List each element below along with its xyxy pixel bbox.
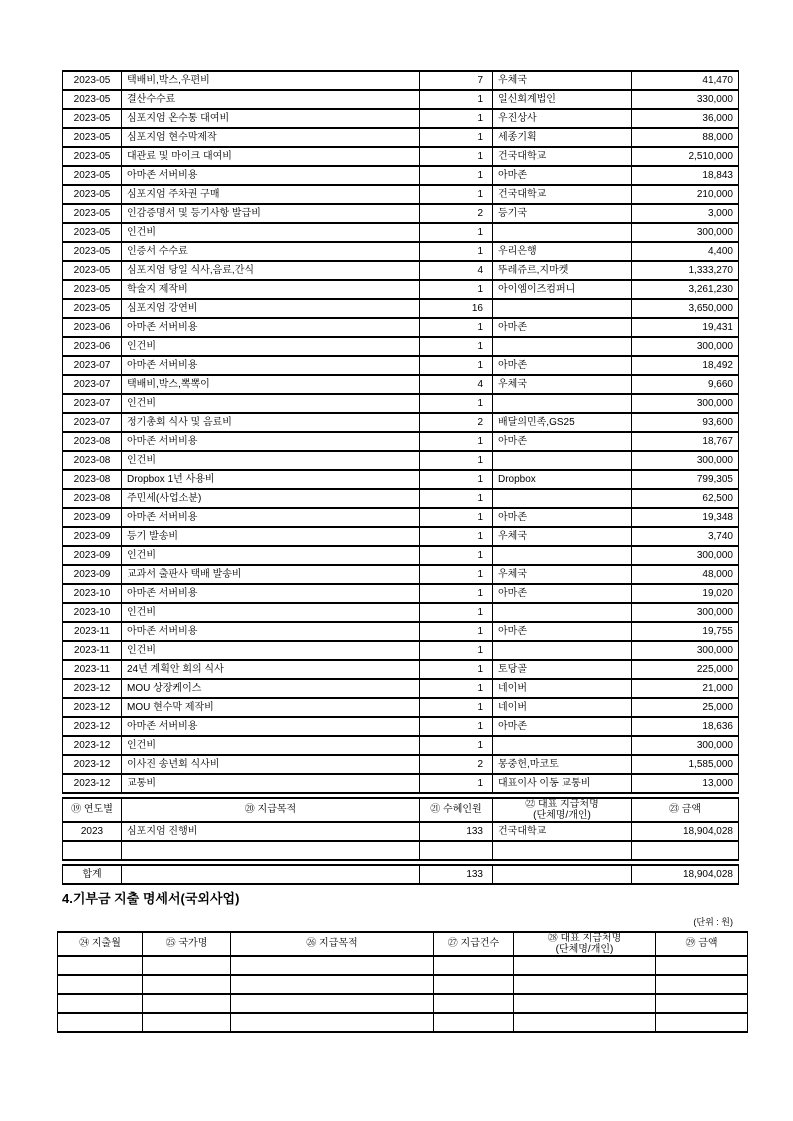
cell-country [143,975,231,994]
total-row [63,865,739,884]
cell-amount: 18,636 [632,717,739,736]
total-label: 합계 [63,865,122,884]
cell-purpose: 인건비 [122,641,420,660]
cell-count: 7 [420,71,493,90]
cell-count: 1 [420,280,493,299]
cell-month: 2023-05 [63,280,122,299]
expense-row [63,432,739,451]
cell-month: 2023-11 [63,641,122,660]
cell-amount: 9,660 [632,375,739,394]
cell-count: 1 [420,470,493,489]
cell-amount [656,994,748,1013]
cell-month: 2023-05 [63,185,122,204]
cell-payee: 네이버 [493,679,632,698]
cell-amount: 41,470 [632,71,739,90]
cell-amount: 330,000 [632,90,739,109]
cell-month: 2023-05 [63,223,122,242]
cell-amount: 18,843 [632,166,739,185]
cell-count: 1 [420,489,493,508]
expense-row [63,261,739,280]
cell-purpose: 심포지엄 당일 식사,음료,간식 [122,261,420,280]
cell-month: 2023-08 [63,470,122,489]
overseas-empty-row [58,956,748,975]
cell-purpose [231,994,434,1013]
cell-count [434,956,514,975]
total-table [62,864,739,885]
cell-count: 2 [420,204,493,223]
cell-amount: 18,767 [632,432,739,451]
cell-payee: 건국대학교 [493,185,632,204]
cell-count [434,1013,514,1032]
header-payee [514,932,656,956]
cell-beneficiaries [420,841,493,860]
donation-expense-table [62,70,739,794]
cell-amount: 210,000 [632,185,739,204]
cell-amount: 62,500 [632,489,739,508]
cell-count: 1 [420,394,493,413]
cell-payee: 아마존 [493,356,632,375]
cell-amount: 225,000 [632,660,739,679]
expense-row [63,527,739,546]
header-payee-line1: ㉘ 대표 지급처명 [547,933,622,944]
cell-payee: 아마존 [493,622,632,641]
cell-payee: 우리은행 [493,242,632,261]
total-purpose [122,865,420,884]
summary-row [63,822,739,841]
expense-row [63,622,739,641]
cell-amount [656,956,748,975]
cell-payee: 일신회계법인 [493,90,632,109]
header-payee-line2: (단체명/개인) [555,944,614,955]
cell-month: 2023-05 [63,109,122,128]
cell-month: 2023-12 [63,698,122,717]
cell-count: 1 [420,185,493,204]
section4-title: 4.기부금 지출 명세서(국외사업) [62,891,240,906]
header-payee-line2: (단체명/개인) [533,810,591,821]
cell-purpose: 아마존 서버비용 [122,432,420,451]
cell-payee: 아마존 [493,432,632,451]
cell-amount: 300,000 [632,546,739,565]
cell-purpose [122,841,420,860]
cell-count: 1 [420,356,493,375]
cell-amount: 300,000 [632,603,739,622]
cell-purpose: 택배비,박스,뽁뽁이 [122,375,420,394]
cell-month: 2023-05 [63,299,122,318]
cell-count: 1 [420,527,493,546]
cell-month: 2023-11 [63,622,122,641]
cell-count: 1 [420,432,493,451]
cell-payee: 아마존 [493,584,632,603]
expense-row [63,109,739,128]
cell-amount: 13,000 [632,774,739,793]
cell-payee: 우체국 [493,71,632,90]
cell-count: 1 [420,546,493,565]
cell-month: 2023-09 [63,527,122,546]
cell-payee: 토당골 [493,660,632,679]
expense-row [63,470,739,489]
expense-row [63,223,739,242]
header-payee-line1: ㉒ 대표 지급처명 [525,799,599,810]
cell-month [58,975,143,994]
expense-row [63,280,739,299]
cell-payee: 아마존 [493,318,632,337]
cell-month: 2023-10 [63,603,122,622]
cell-payee [493,223,632,242]
cell-purpose [231,975,434,994]
cell-payee [493,394,632,413]
cell-payee [514,975,656,994]
cell-count: 1 [420,698,493,717]
cell-purpose: 심포지엄 진행비 [122,822,420,841]
cell-amount: 18,904,028 [632,822,739,841]
cell-payee [493,546,632,565]
cell-amount: 1,333,270 [632,261,739,280]
cell-count [434,975,514,994]
cell-payee: 세종기획 [493,128,632,147]
expense-row [63,736,739,755]
cell-purpose: 등기 발송비 [122,527,420,546]
cell-purpose [231,956,434,975]
yearly-summary-table [62,797,739,861]
cell-purpose: 24년 계획안 회의 식사 [122,660,420,679]
total-payee [493,865,632,884]
cell-amount [632,841,739,860]
cell-purpose: 인건비 [122,394,420,413]
cell-amount: 36,000 [632,109,739,128]
cell-amount: 1,585,000 [632,755,739,774]
cell-amount: 18,492 [632,356,739,375]
cell-purpose: 인건비 [122,736,420,755]
cell-month: 2023-08 [63,489,122,508]
expense-row [63,242,739,261]
cell-count: 1 [420,774,493,793]
cell-purpose: 아마존 서버비용 [122,508,420,527]
header-payment-count: ㉗ 지급건수 [434,932,514,956]
cell-purpose: 인건비 [122,546,420,565]
overseas-empty-row [58,1013,748,1032]
cell-purpose [231,1013,434,1032]
cell-purpose: 결산수수료 [122,90,420,109]
cell-month: 2023-05 [63,242,122,261]
cell-payee: 아이엠이즈컴퍼니 [493,280,632,299]
cell-payee: 뚜레쥬르,지마켓 [493,261,632,280]
cell-amount: 19,755 [632,622,739,641]
expense-row [63,717,739,736]
cell-payee [493,337,632,356]
expense-row [63,584,739,603]
expense-row [63,679,739,698]
cell-payee: 건국대학교 [493,822,632,841]
cell-payee: 배달의민족,GS25 [493,413,632,432]
cell-amount: 19,020 [632,584,739,603]
cell-count: 1 [420,584,493,603]
cell-count [434,994,514,1013]
cell-amount: 300,000 [632,736,739,755]
cell-month: 2023-05 [63,204,122,223]
expense-row [63,337,739,356]
cell-purpose: 아마존 서버비용 [122,318,420,337]
cell-payee [493,489,632,508]
cell-month: 2023-12 [63,774,122,793]
cell-year [63,841,122,860]
cell-payee [514,956,656,975]
cell-month: 2023-05 [63,128,122,147]
cell-payee: 우체국 [493,375,632,394]
cell-payee: 우진상사 [493,109,632,128]
cell-purpose: 이사진 송년회 식사비 [122,755,420,774]
cell-amount [656,975,748,994]
cell-amount: 4,400 [632,242,739,261]
cell-payee [493,841,632,860]
cell-amount: 300,000 [632,337,739,356]
expense-row [63,565,739,584]
cell-amount: 799,305 [632,470,739,489]
cell-amount: 3,650,000 [632,299,739,318]
cell-month: 2023-12 [63,679,122,698]
cell-month: 2023-05 [63,147,122,166]
cell-count: 1 [420,717,493,736]
cell-count: 1 [420,90,493,109]
cell-payee: 아마존 [493,508,632,527]
cell-count: 1 [420,679,493,698]
expense-row [63,356,739,375]
cell-count: 1 [420,451,493,470]
cell-payee: 아마존 [493,717,632,736]
cell-month: 2023-11 [63,660,122,679]
cell-count: 1 [420,603,493,622]
cell-purpose: Dropbox 1년 사용비 [122,470,420,489]
cell-month: 2023-05 [63,71,122,90]
expense-row [63,299,739,318]
cell-month: 2023-09 [63,508,122,527]
cell-month: 2023-08 [63,432,122,451]
cell-year: 2023 [63,822,122,841]
expense-row [63,128,739,147]
cell-amount [656,1013,748,1032]
cell-month: 2023-12 [63,717,122,736]
cell-count: 1 [420,641,493,660]
cell-count: 1 [420,565,493,584]
cell-payee [514,994,656,1013]
cell-month: 2023-05 [63,261,122,280]
cell-payee [493,451,632,470]
header-amount: ㉙ 금액 [656,932,748,956]
cell-country [143,1013,231,1032]
cell-month: 2023-06 [63,337,122,356]
cell-amount: 300,000 [632,223,739,242]
cell-count: 4 [420,375,493,394]
cell-count: 1 [420,318,493,337]
cell-purpose: 인감증명서 및 등기사항 발급비 [122,204,420,223]
cell-amount: 2,510,000 [632,147,739,166]
cell-count: 1 [420,128,493,147]
overseas-expense-table [57,931,748,1033]
cell-payee [514,1013,656,1032]
expense-row [63,603,739,622]
cell-payee: Dropbox [493,470,632,489]
cell-purpose: 심포지엄 온수통 대여비 [122,109,420,128]
cell-month: 2023-07 [63,356,122,375]
cell-month: 2023-10 [63,584,122,603]
expense-row [63,698,739,717]
cell-month: 2023-12 [63,736,122,755]
header-purpose: ⑳ 지급목적 [122,798,420,822]
overseas-empty-row [58,975,748,994]
cell-count: 1 [420,223,493,242]
cell-payee: 대표이사 이동 교통비 [493,774,632,793]
cell-purpose: 교통비 [122,774,420,793]
cell-count: 1 [420,147,493,166]
cell-purpose: 인건비 [122,451,420,470]
expense-row [63,660,739,679]
cell-payee: 우체국 [493,565,632,584]
cell-amount: 19,431 [632,318,739,337]
cell-payee [493,736,632,755]
header-payee [493,798,632,822]
cell-purpose: 아마존 서버비용 [122,717,420,736]
cell-month [58,956,143,975]
cell-month: 2023-05 [63,166,122,185]
total-amount: 18,904,028 [632,865,739,884]
cell-payee [493,603,632,622]
header-expense-month: ㉔ 지출월 [58,932,143,956]
cell-month: 2023-07 [63,413,122,432]
expense-row [63,451,739,470]
cell-month: 2023-08 [63,451,122,470]
cell-payee: 몽중헌,마코토 [493,755,632,774]
cell-month: 2023-09 [63,565,122,584]
cell-payee: 건국대학교 [493,147,632,166]
total-count: 133 [420,865,493,884]
expense-row [63,508,739,527]
expense-row [63,489,739,508]
cell-month: 2023-07 [63,375,122,394]
expense-row [63,546,739,565]
cell-payee [493,641,632,660]
cell-count: 4 [420,261,493,280]
cell-purpose: 주민세(사업소분) [122,489,420,508]
expense-row [63,71,739,90]
expense-row [63,204,739,223]
cell-purpose: 아마존 서버비용 [122,584,420,603]
cell-purpose: 아마존 서버비용 [122,166,420,185]
cell-count: 2 [420,413,493,432]
cell-purpose: 정기총회 식사 및 음료비 [122,413,420,432]
cell-month: 2023-06 [63,318,122,337]
cell-count: 1 [420,166,493,185]
cell-purpose: 인건비 [122,603,420,622]
expense-row [63,774,739,793]
cell-count: 1 [420,109,493,128]
page-content [62,70,738,1033]
cell-payee: 우체국 [493,527,632,546]
cell-purpose: 인건비 [122,337,420,356]
cell-count: 1 [420,736,493,755]
cell-amount: 3,740 [632,527,739,546]
cell-purpose: 아마존 서버비용 [122,622,420,641]
cell-count: 1 [420,337,493,356]
cell-month [58,994,143,1013]
header-country: ㉕ 국가명 [143,932,231,956]
expense-row [63,147,739,166]
cell-amount: 300,000 [632,451,739,470]
cell-month [58,1013,143,1032]
header-beneficiaries: ㉑ 수혜인원 [420,798,493,822]
expense-row [63,318,739,337]
unit-label: (단위 : 원) [693,917,733,927]
cell-purpose: 교과서 출판사 택배 발송비 [122,565,420,584]
cell-month: 2023-09 [63,546,122,565]
cell-purpose: 심포지엄 주차권 구매 [122,185,420,204]
cell-month: 2023-12 [63,755,122,774]
summary-header-row [63,798,739,822]
cell-month: 2023-05 [63,90,122,109]
cell-purpose: MOU 현수막 제작비 [122,698,420,717]
cell-amount: 3,000 [632,204,739,223]
cell-count: 1 [420,508,493,527]
header-purpose: ㉖ 지급목적 [231,932,434,956]
expense-row [63,641,739,660]
expense-row [63,185,739,204]
cell-country [143,994,231,1013]
cell-purpose: 심포지엄 강연비 [122,299,420,318]
expense-row [63,375,739,394]
cell-count: 2 [420,755,493,774]
cell-country [143,956,231,975]
summary-row [63,841,739,860]
cell-payee: 등기국 [493,204,632,223]
header-amount: ㉓ 금액 [632,798,739,822]
cell-amount: 300,000 [632,394,739,413]
cell-count: 16 [420,299,493,318]
expense-row [63,166,739,185]
cell-amount: 3,261,230 [632,280,739,299]
cell-purpose: 인증서 수수료 [122,242,420,261]
cell-month: 2023-07 [63,394,122,413]
header-year: ⑲ 연도별 [63,798,122,822]
expense-row [63,413,739,432]
cell-purpose: 대관료 및 마이크 대여비 [122,147,420,166]
cell-amount: 19,348 [632,508,739,527]
cell-purpose: 인건비 [122,223,420,242]
cell-purpose: 아마존 서버비용 [122,356,420,375]
cell-count: 1 [420,660,493,679]
expense-row [63,394,739,413]
cell-payee: 아마존 [493,166,632,185]
cell-purpose: 심포지엄 현수막제작 [122,128,420,147]
overseas-empty-row [58,994,748,1013]
cell-payee [493,299,632,318]
cell-amount: 21,000 [632,679,739,698]
cell-beneficiaries: 133 [420,822,493,841]
cell-amount: 93,600 [632,413,739,432]
cell-count: 1 [420,242,493,261]
cell-payee: 네이버 [493,698,632,717]
cell-purpose: 택배비,박스,우편비 [122,71,420,90]
cell-purpose: 학술지 제작비 [122,280,420,299]
overseas-header-row [58,932,748,956]
cell-amount: 48,000 [632,565,739,584]
cell-amount: 88,000 [632,128,739,147]
expense-row [63,755,739,774]
cell-count: 1 [420,622,493,641]
expense-row [63,90,739,109]
cell-amount: 25,000 [632,698,739,717]
cell-purpose: MOU 상장케이스 [122,679,420,698]
cell-amount: 300,000 [632,641,739,660]
